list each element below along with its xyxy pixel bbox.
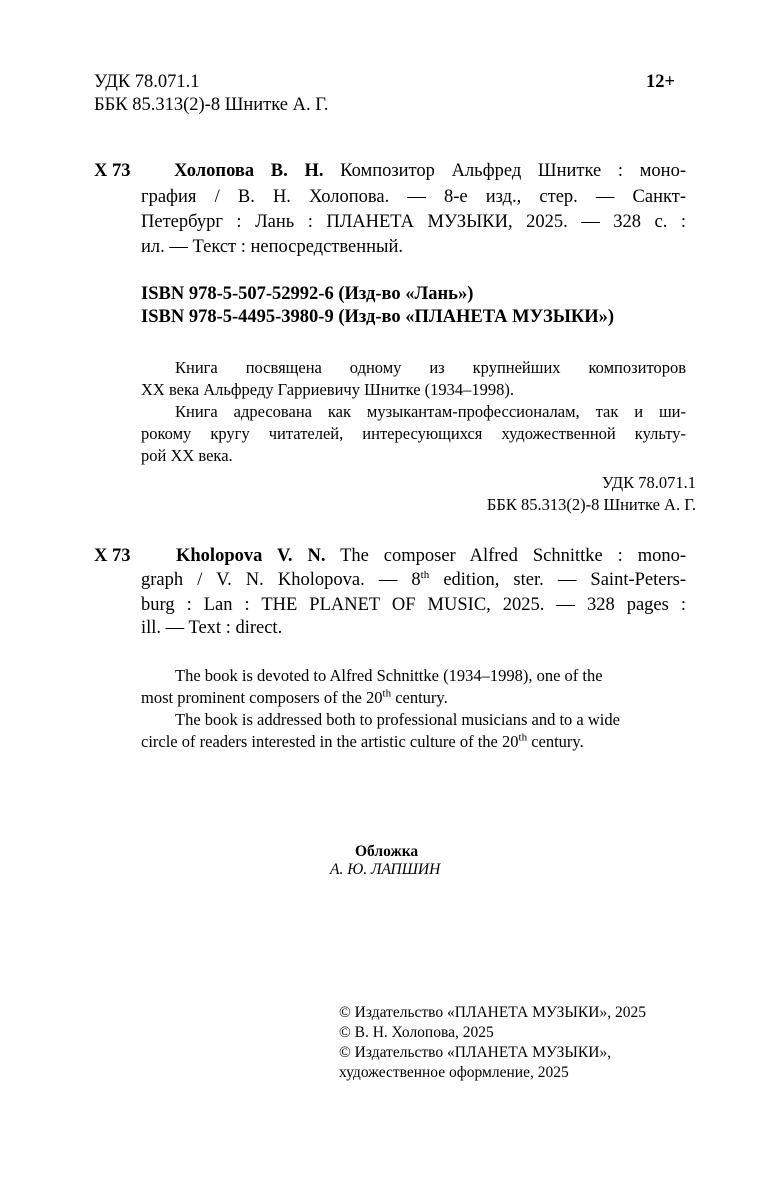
ru-record-line4: ил. — Текст : непосредственный. xyxy=(141,237,403,257)
ru-record-line1 xyxy=(174,160,686,183)
ru-record-author: Холопова В. Н. xyxy=(174,161,324,181)
en-record-title: The composer Alfred Schnittke : mono- xyxy=(340,546,686,566)
cover-designer: А. Ю. ЛАПШИН xyxy=(330,861,441,878)
copyright-line4: художественное оформление, 2025 xyxy=(339,1064,569,1081)
en-record-author: Kholopova V. N. xyxy=(176,546,326,566)
ru-abstract-udk: УДК 78.071.1 xyxy=(601,473,696,492)
ru-record-line2: графия / В. Н. Холопова. — 8-е изд., стер. — Санкт- xyxy=(141,187,686,207)
bbk-header: ББК 85.313(2)-8 Шнитке А. Г. xyxy=(94,95,329,115)
ru-record-line3: Петербург : Лань : ПЛАНЕТА МУЗЫКИ, 2025. — 328 с. : xyxy=(141,212,686,232)
ru-record-code: Х 73 xyxy=(94,161,131,181)
en-abstract-p2-l1: The book is addressed both to professional musicians and to a wide xyxy=(175,710,620,729)
ru-abstract-bbk: ББК 85.313(2)-8 Шнитке А. Г. xyxy=(486,495,696,514)
en-record-line4: ill. — Text : direct. xyxy=(141,618,283,638)
en-record-line1 xyxy=(176,545,686,568)
copyright-line2: © В. Н. Холопова, 2025 xyxy=(339,1024,494,1041)
cover-heading: Обложка xyxy=(355,843,419,860)
en-abstract-p2-l2: circle of readers interested in the artistic culture of the 20th century. xyxy=(141,731,584,751)
ru-abstract-p1-l1: Книга посвящена одному из крупнейших композиторов xyxy=(175,358,686,377)
isbn-planet: ISBN 978-5-4495-3980-9 (Изд-во «ПЛАНЕТА МУЗЫКИ») xyxy=(141,307,615,327)
age-rating: 12+ xyxy=(646,72,676,92)
udk-header: УДК 78.071.1 xyxy=(94,72,200,92)
isbn-lan: ISBN 978-5-507-52992-6 (Изд-во «Лань») xyxy=(141,284,474,304)
ru-record-title: Композитор Альфред Шнитке : моно- xyxy=(340,161,686,181)
en-abstract-p1-l1: The book is devoted to Alfred Schnittke (1934–1998), one of the xyxy=(175,666,603,685)
ru-abstract-p2-l1: Книга адресована как музыкантам-профессионалам, так и ши- xyxy=(175,402,686,421)
ru-abstract-p2-l2: рокому кругу читателей, интересующихся художественной культу- xyxy=(141,424,686,443)
ru-abstract-p2-l3: рой XX века. xyxy=(141,446,233,465)
ru-abstract-p1-l2: XX века Альфреду Гарриевичу Шнитке (1934–1998). xyxy=(141,380,515,399)
en-record-line3: burg : Lan : THE PLANET OF MUSIC, 2025. — 328 pages : xyxy=(141,595,686,615)
copyright-line3: © Издательство «ПЛАНЕТА МУЗЫКИ», xyxy=(339,1044,612,1061)
en-record-code: Х 73 xyxy=(94,546,131,566)
en-record-line2: graph / V. N. Kholopova. — 8th edition, ster. — Saint-Peters- xyxy=(141,568,686,590)
en-abstract-p1-l2: most prominent composers of the 20th century. xyxy=(141,687,448,707)
copyright-line1: © Издательство «ПЛАНЕТА МУЗЫКИ», 2025 xyxy=(339,1004,646,1021)
